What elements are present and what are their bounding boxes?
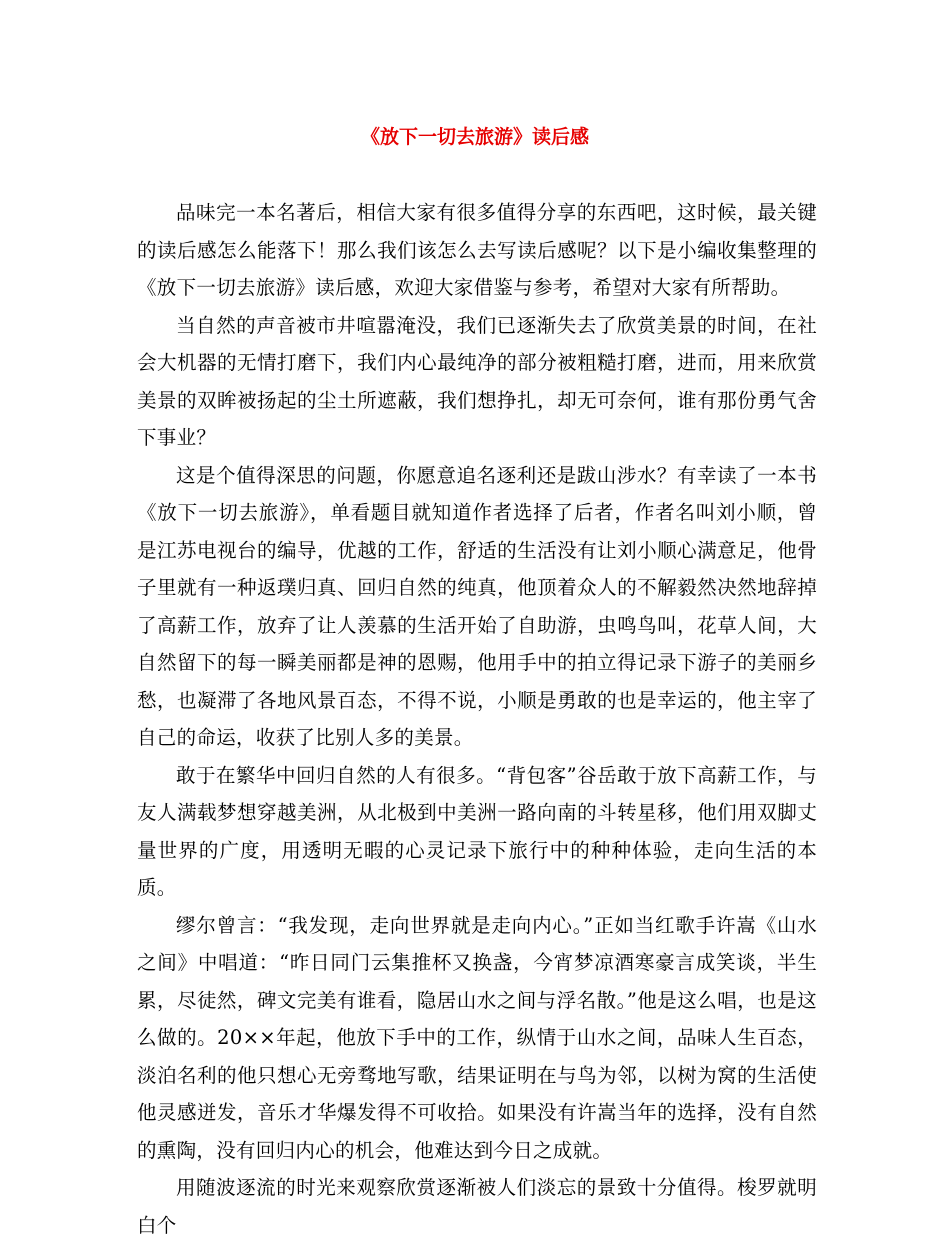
paragraph: 用随波逐流的时光来观察欣赏逐渐被人们淡忘的景致十分值得。梭罗就明白个 xyxy=(137,1176,817,1237)
document-body xyxy=(137,194,817,1244)
paragraph: 这是个值得深思的问题，你愿意追名逐利还是跋山涉水？有幸读了一本书《放下一切去旅游》，单看题目就知道作者选择了后者，作者名叫刘小顺，曾是江苏电视台的编导，优越的工作，舒适的生活没有让刘小顺心满意足，他骨子里就有一种返璞归真、回归自然的纯真，他顶着众人的不解毅然决然地辞掉了高薪工作，放弃了让人羡慕的生活开始了自助游，虫鸣鸟叫，花草人间，大自然留下的每一瞬美丽都是神的恩赐，他用手中的拍立得记录下游子的美丽乡愁，也凝滞了各地风景百态，不得不说，小顺是勇敢的也是幸运的，他主宰了自己的命运，收获了比别人多的美景。 xyxy=(137,463,817,749)
paragraph: 当自然的声音被市井喧嚣淹没，我们已逐渐失去了欣赏美景的时间，在社会大机器的无情打磨下，我们内心最纯净的部分被粗糙打磨，进而，用来欣赏美景的双眸被扬起的尘土所遮蔽，我们想挣扎，却无可奈何，谁有那份勇气舍下事业？ xyxy=(137,313,817,449)
paragraph: 缪尔曾言：“我发现，走向世界就是走向内心。”正如当红歌手许嵩《山水之间》中唱道：“昨日同门云集推杯又换盏，今宵梦凉酒寒豪言成笑谈，半生累，尽徒然，碑文完美有谁看，隐居山水之间与浮名散。”他是这么唱，也是这么做的。20××年起，他放下手中的工作，纵情于山水之间，品味人生百态，淡泊名利的他只想心无旁骛地写歌，结果证明在与鸟为邻，以树为窝的生活使他灵感迸发，音乐才华爆发得不可收拾。如果没有许嵩当年的选择，没有自然的熏陶，没有回归内心的机会，他难达到今日之成就。 xyxy=(137,913,817,1162)
paragraph: 敢于在繁华中回归自然的人有很多。“背包客”谷岳敢于放下高薪工作，与友人满载梦想穿越美洲，从北极到中美洲一路向南的斗转星移，他们用双脚丈量世界的广度，用透明无暇的心灵记录下旅行中的种种体验，走向生活的本质。 xyxy=(137,763,817,899)
document-title: 《放下一切去旅游》读后感 xyxy=(360,126,589,148)
paragraph: 品味完一本名著后，相信大家有很多值得分享的东西吧，这时候，最关键的读后感怎么能落下！那么我们该怎么去写读后感呢？以下是小编收集整理的《放下一切去旅游》读后感，欢迎大家借鉴与参考，希望对大家有所帮助。 xyxy=(137,201,817,299)
